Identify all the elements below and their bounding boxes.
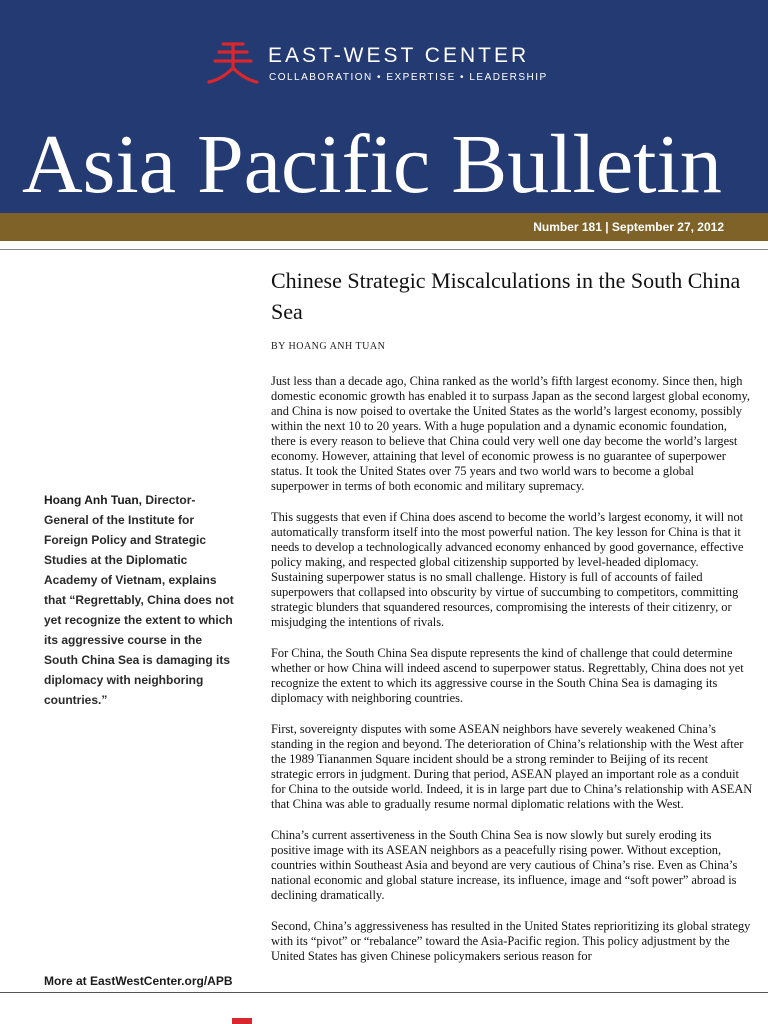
more-link[interactable]: More at EastWestCenter.org/APB (44, 974, 233, 988)
issue-label: Number 181 | September 27, 2012 (533, 220, 724, 234)
article-paragraph: This suggests that even if China does ascend to become the world’s largest economy, it will not automatically transform itself into the most powerful nation. The key lesson for China is that it needs to develop a technologically advanced economy enhanced by good governance, effective policy making, and respected global citizenship supported by level-headed diplomacy. Sustaining superpower status is no small challenge. History is full of accounts of failed superpowers that collapsed into obscurity by virtue of succumbing to competitors, committing strategic blunders that squandered resources, compromising the interests of their citizenry, or misjudging the intentions of rivals. (271, 510, 744, 629)
sidebar-author-name: Hoang Anh Tuan, (44, 493, 142, 507)
article-paragraph: First, sovereignty disputes with some ASEAN neighbors have severely weakened China’s standing in the region and beyond. The deterioration of China’s relationship with the West after the 1989 Tiananmen Square incident should be a strong reminder to Beijing of its recent strategic errors in judgment. During that period, ASEAN played an important role as a conduit for China to the outside world. Indeed, it is in large part due to China’s relationship with ASEAN that China was able to gradually resume normal diplomatic relations with the West. (271, 722, 753, 811)
header-divider (0, 249, 768, 250)
article-paragraph: For China, the South China Sea dispute represents the kind of challenge that could determine whether or how China will indeed ascend to superpower status. Regrettably, China does not yet recognize the extent to which its aggressive course in the South China Sea is damaging its diplomacy with neighboring countries. (271, 646, 744, 705)
article-byline: BY HOANG ANH TUAN (271, 341, 386, 352)
publication-title: Asia Pacific Bulletin (22, 118, 722, 211)
article-body (271, 374, 753, 990)
article-title: Chinese Strategic Miscalculations in the South China Sea (271, 268, 741, 324)
footer-divider (0, 992, 768, 993)
article-paragraph: Second, China’s aggressiveness has resulted in the United States reprioritizing its global strategy with its “pivot” or “rebalance” toward the Asia-Pacific region. This policy adjustment by the United States has given Chinese policymakers serious reason for (271, 919, 751, 963)
org-name: EAST-WEST CENTER (268, 44, 530, 67)
article-paragraph: Just less than a decade ago, China ranked as the world’s fifth largest economy. Since then, high domestic economic growth has enabled it to surpass Japan as the second largest global economy, and China is now poised to overtake the United States as the world’s largest economy, possibly within the next 10 to 20 years. With a huge population and a dynamic economic foundation, there is every reason to believe that China could very well one day become the world’s largest economy. However, attaining that level of economic prowess is no guarantee of superpower status. It took the United States over 75 years and two world wars to become a global superpower in terms of both economic and military supremacy. (271, 374, 750, 493)
east-west-center-logo (205, 38, 261, 86)
article-paragraph: China’s current assertiveness in the South China Sea is now slowly but surely eroding its positive image with its ASEAN neighbors as a peacefully rising power. Without exception, countries within Southeast Asia and beyond are very cautious of China’s rise. Even as China’s national economic and global stature increase, its influence, image and “soft power” abroad is declining dramatically. (271, 828, 738, 902)
sidebar-quote-text: Director-General of the Institute for Foreign Policy and Strategic Studies at the Diplomatic Academy of Vietnam, explains that “Regrettably, China does not yet recognize the extent to which its aggressive course in the South China Sea is damaging its diplomacy with neighboring countries.” (44, 493, 234, 707)
footer-accent-mark (232, 1018, 252, 1024)
org-tagline: COLLABORATION • EXPERTISE • LEADERSHIP (269, 72, 548, 83)
sidebar-pull-quote (44, 490, 234, 710)
